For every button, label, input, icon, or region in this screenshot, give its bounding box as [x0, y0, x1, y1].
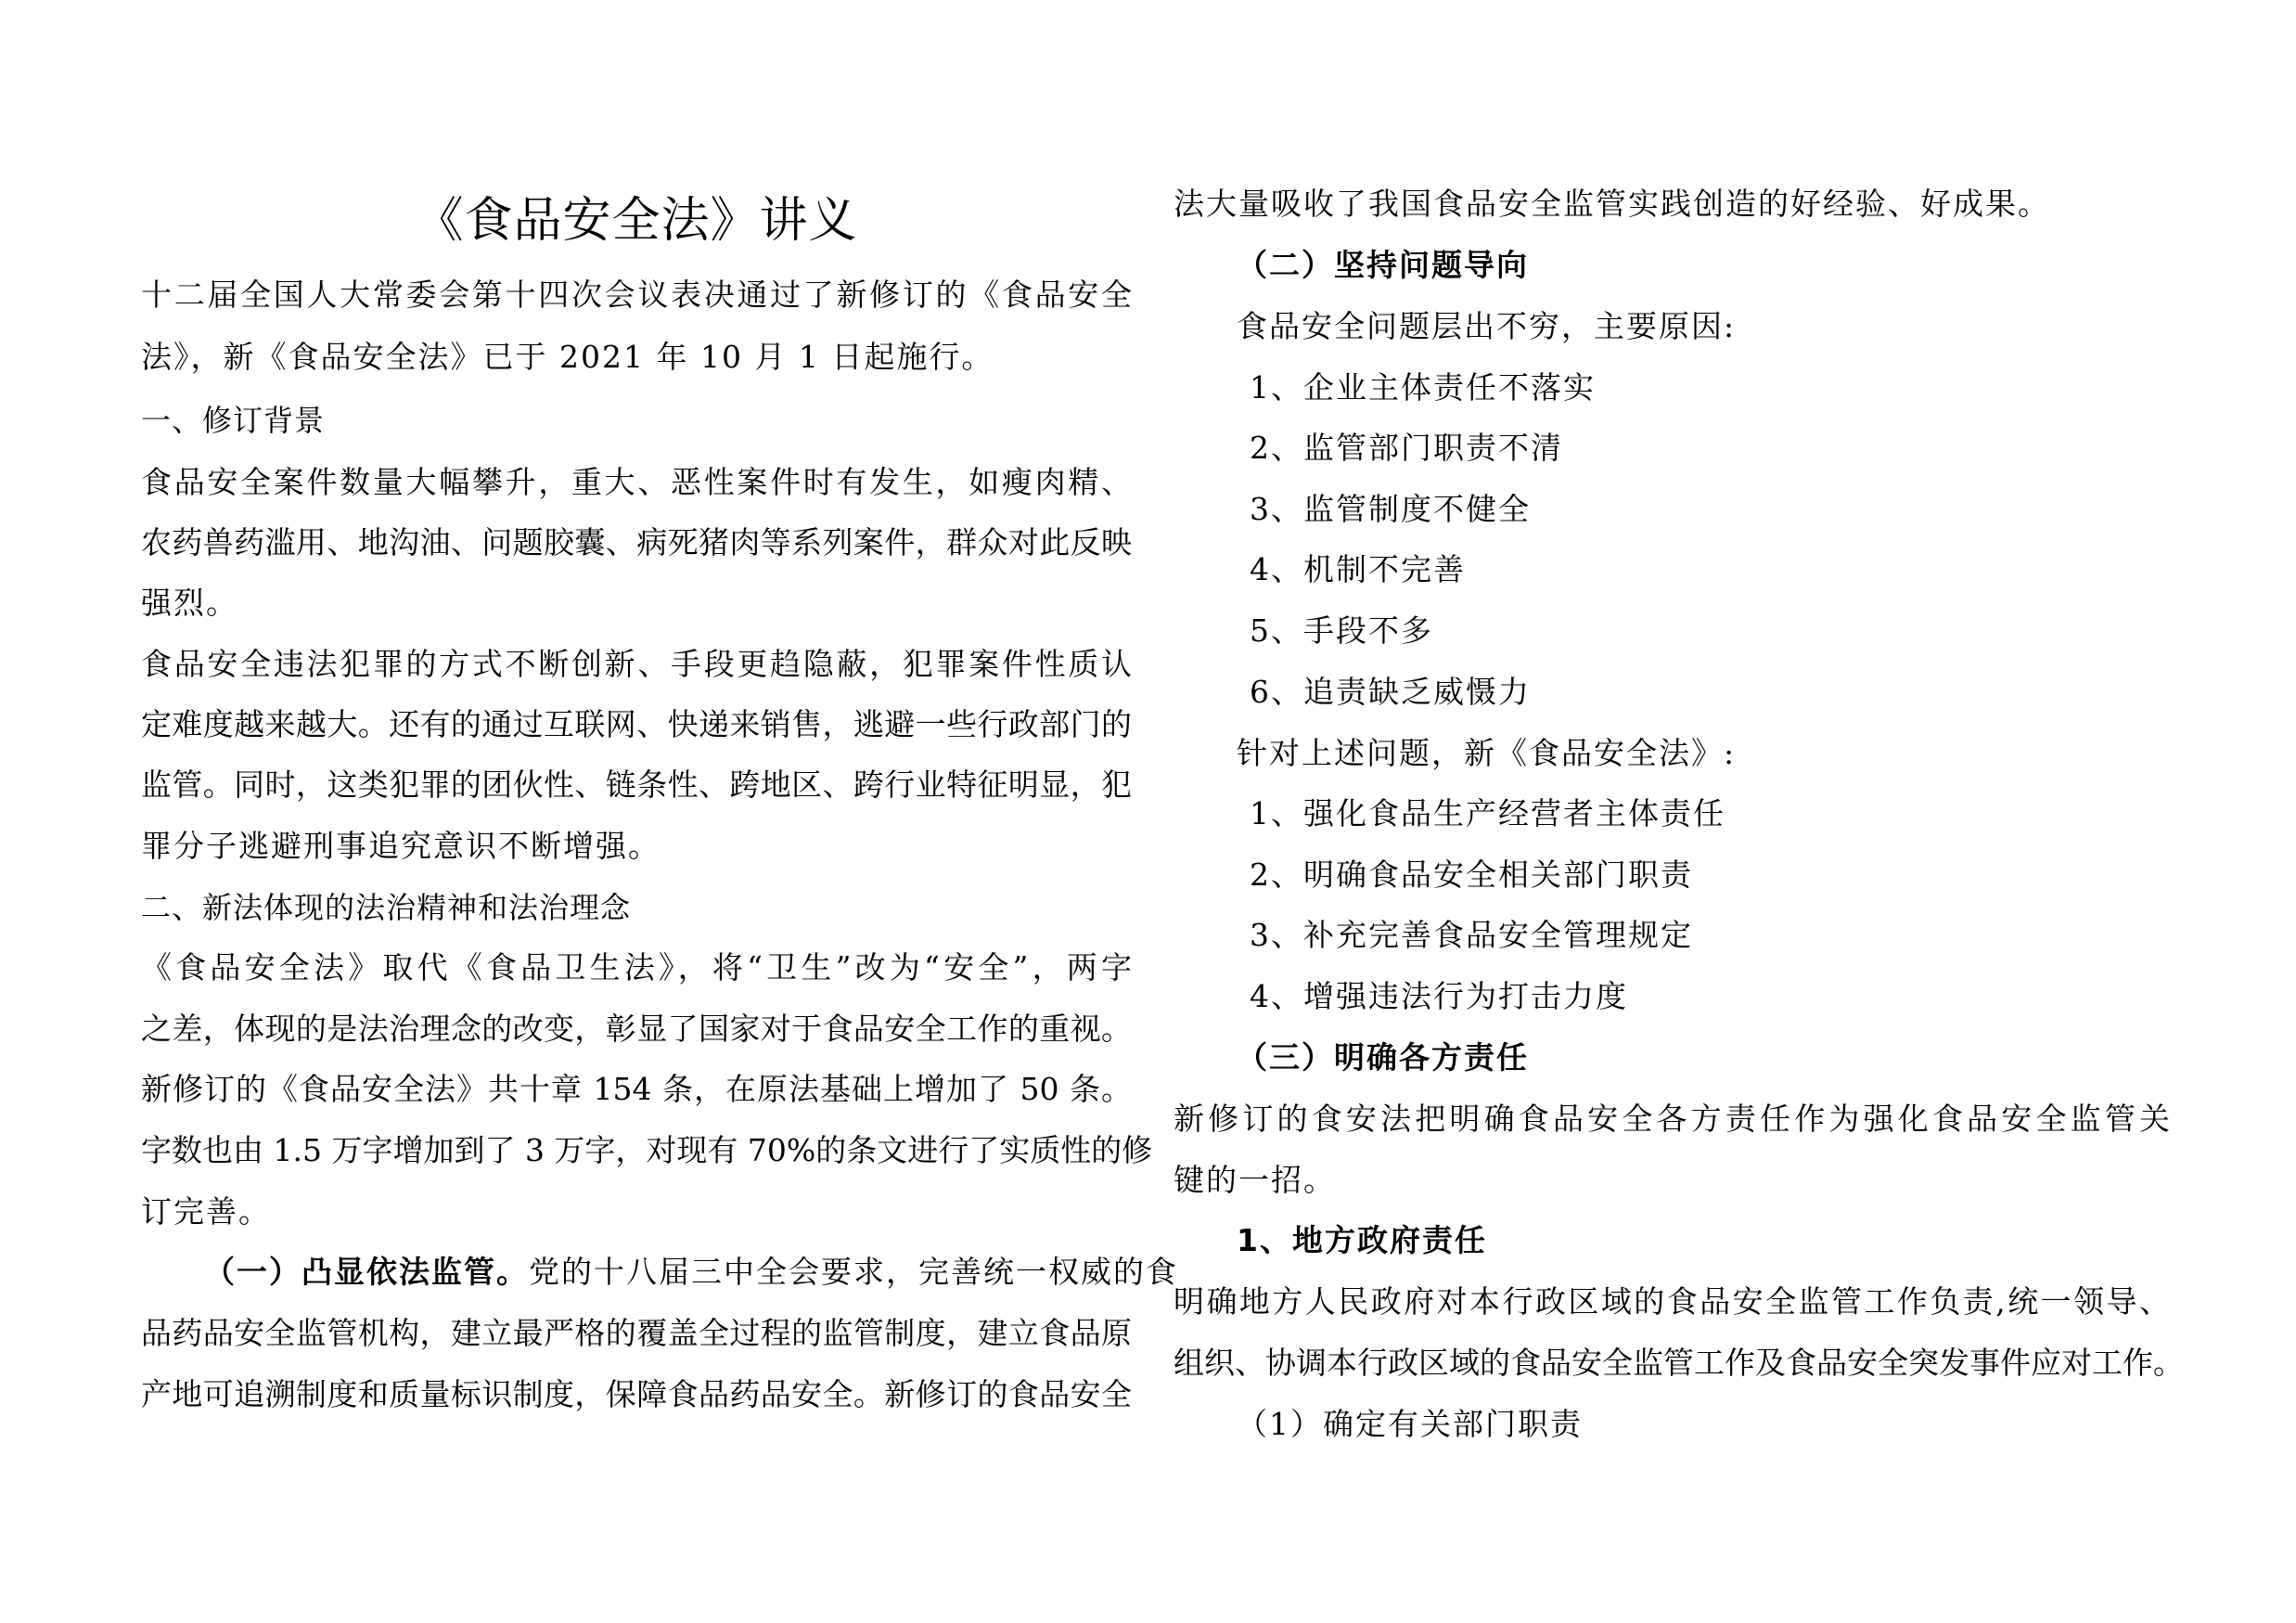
cause-item-5: 5、手段不多: [1250, 612, 1433, 649]
section-2-p2-line-2: 字数也由 1.5 万字增加到了 3 万字，对现有 70%的条文进行了实质性的修: [141, 1132, 1153, 1168]
local-government-line-1: 明确地方人民政府对本行政区域的食品安全监管工作负责,统一领导、: [1174, 1283, 2170, 1320]
right-column: [1174, 0, 2184, 1623]
section-2-p1-line-1: 《食品安全法》取代《食品卫生法》，将“卫生”改为“安全”，两字: [141, 949, 1132, 985]
subsection-2-heading: （二）坚持问题导向: [1237, 247, 1529, 283]
subsection-1-heading: （一）凸显依法监管。: [204, 1254, 529, 1290]
section-1-p1-line-2: 农药兽药滥用、地沟油、问题胶囊、病死猪肉等系列案件，群众对此反映: [141, 524, 1132, 560]
section-2-heading: 二、新法体现的法治精神和法治理念: [141, 890, 632, 925]
document-title: 《食品安全法》讲义: [415, 193, 858, 249]
intro-line-2: 法》，新《食品安全法》已于 2021 年 10 月 1 日起施行。: [141, 339, 994, 375]
section-1-p2-line-4: 罪分子逃避刑事追究意识不断增强。: [141, 828, 661, 864]
section-2-p2-line-1: 新修订的《食品安全法》共十章 154 条，在原法基础上增加了 50 条。: [141, 1071, 1132, 1107]
cause-item-1: 1、企业主体责任不落实: [1250, 369, 1596, 406]
local-government-line-2: 组织、协调本行政区域的食品安全监管工作及食品安全突发事件应对工作。: [1174, 1345, 2184, 1381]
subsection-3-heading: （三）明确各方责任: [1237, 1039, 1529, 1076]
subsection-1-first-text: 党的十八届三中全会要求，完善统一权威的食: [529, 1254, 1178, 1290]
section-1-p2-line-3: 监管。同时，这类犯罪的团伙性、链条性、跨地区、跨行业特征明显，犯: [141, 766, 1132, 803]
response-item-3: 3、补充完善食品安全管理规定: [1250, 917, 1693, 953]
subsection-3-line-2: 键的一招。: [1174, 1162, 1336, 1198]
subsection-1-line-2: 品药品安全监管机构，建立最严格的覆盖全过程的监管制度，建立食品原: [141, 1315, 1132, 1351]
subsection-1-line-3: 产地可追溯制度和质量标识制度，保障食品药品安全。新修订的食品安全: [141, 1376, 1132, 1412]
local-government-item-1: （1）确定有关部门职责: [1237, 1406, 1583, 1442]
section-2-p1-line-2: 之差，体现的是法治理念的改变，彰显了国家对于食品安全工作的重视。: [141, 1011, 1132, 1047]
subsection-1-first-line: [204, 1254, 1178, 1291]
response-intro: 针对上述问题，新《食品安全法》:: [1237, 735, 1737, 771]
subsection-2-intro: 食品安全问题层出不穷，主要原因:: [1237, 308, 1737, 344]
section-1-p1-line-3: 强烈。: [141, 585, 238, 621]
response-item-2: 2、明确食品安全相关部门职责: [1250, 857, 1693, 893]
local-government-heading: 1、地方政府责任: [1237, 1222, 1487, 1258]
section-1-p2-line-1: 食品安全违法犯罪的方式不断创新、手段更趋隐蔽，犯罪案件性质认: [141, 646, 1132, 682]
section-1-p2-line-2: 定难度越来越大。还有的通过互联网、快递来销售，逃避一些行政部门的: [141, 706, 1132, 742]
subsection-3-line-1: 新修订的食安法把明确食品安全各方责任作为强化食品安全监管关: [1174, 1101, 2170, 1137]
continuation-line: 法大量吸收了我国食品安全监管实践创造的好经验、好成果。: [1174, 186, 2050, 222]
intro-line-1: 十二届全国人大常委会第十四次会议表决通过了新修订的《食品安全: [141, 277, 1132, 313]
section-2-p2-line-3: 订完善。: [141, 1193, 271, 1230]
section-1-heading: 一、修订背景: [141, 403, 326, 438]
cause-item-3: 3、监管制度不健全: [1250, 491, 1531, 527]
response-item-4: 4、增强违法行为打击力度: [1250, 978, 1628, 1014]
cause-item-4: 4、机制不完善: [1250, 551, 1466, 587]
response-item-1: 1、强化食品生产经营者主体责任: [1250, 795, 1725, 831]
cause-item-6: 6、追责缺乏威慑力: [1250, 674, 1531, 710]
section-1-p1-line-1: 食品安全案件数量大幅攀升，重大、恶性案件时有发生，如瘦肉精、: [141, 464, 1132, 500]
left-column: [141, 0, 1178, 1623]
cause-item-2: 2、监管部门职责不清: [1250, 430, 1563, 466]
